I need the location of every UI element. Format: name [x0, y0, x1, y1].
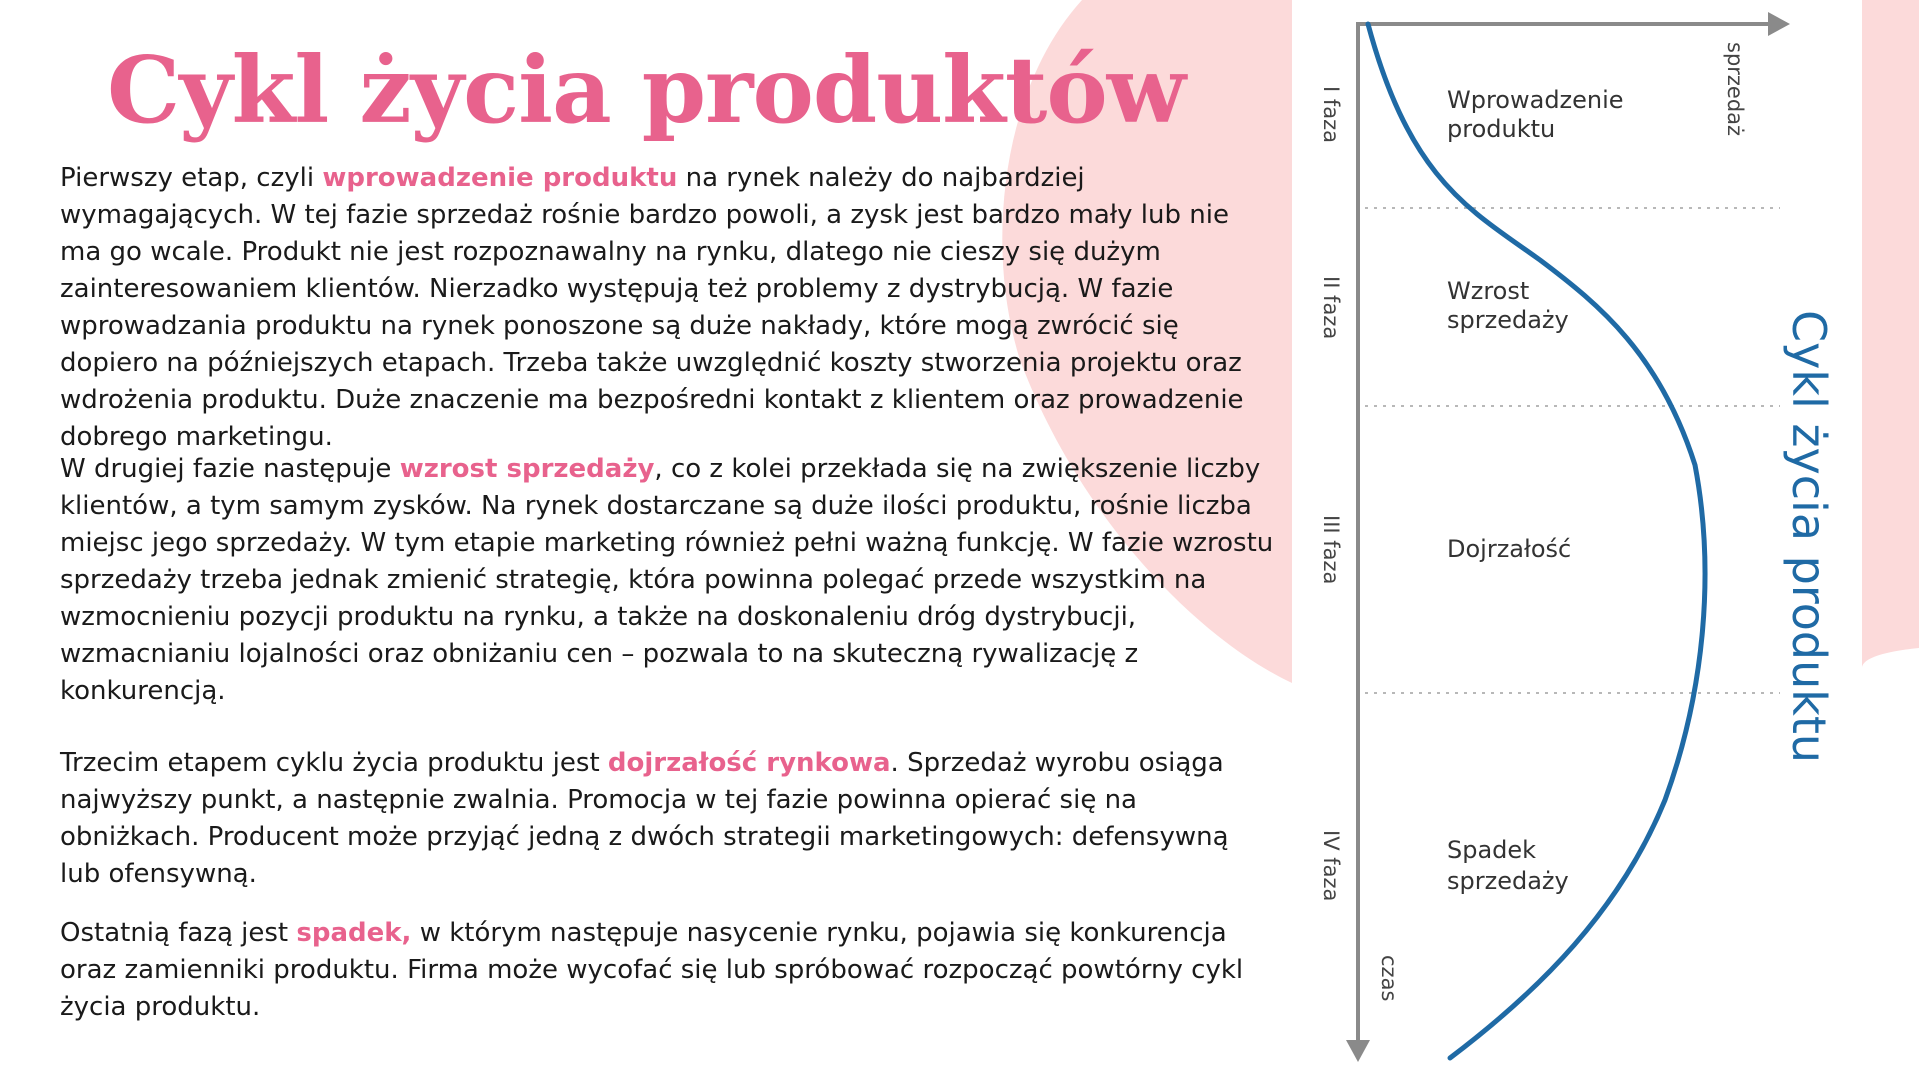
phase-label-introduction — [1447, 86, 1631, 143]
paragraph-text: , co z kolei przekłada się na zwiększenie liczby klientów, a tym samym zysków. Na rynek dostarczane są duże ilości produktu, rośnie liczba miejsc jego sprzedaży. W tym etapie marketing również pełni ważną funkcję. W fazie wzrostu sprzedaży trzeba jednak zmienić strategię, która powinna polegać przede wszystkim na wzmocnieniu pozycji produktu na rynku, a także na doskonaleniu dróg dystrybucji, wzmacnianiu lojalności oraz obniżaniu cen – pozwala to na skuteczną rywalizację z konkurencją. — [60, 454, 1274, 706]
paragraph-introduction — [60, 160, 1275, 456]
phase-label-decline — [1447, 836, 1569, 895]
paragraph-text: . Sprzedaż wyrobu osiąga najwyższy punkt, a następnie zwalnia. Promocja w tej fazie powinna opierać się na obniżkach. Producent może przyjąć jedną z dwóch strategii marketingowych: defensywną lub ofensywną. — [60, 748, 1229, 889]
highlight-term: wzrost sprzedaży — [399, 454, 655, 484]
paragraph-text: Ostatnią fazą jest — [60, 918, 297, 948]
highlight-term: wprowadzenie produktu — [322, 163, 678, 193]
paragraph-text: Pierwszy etap, czyli — [60, 163, 323, 193]
highlight-term: dojrzałość rynkowa — [607, 748, 891, 778]
phase-marker-2: II faza — [1319, 276, 1343, 340]
paragraph-growth — [60, 451, 1275, 710]
paragraph-text: W drugiej fazie następuje — [60, 454, 400, 484]
diagram-vertical-title: Cykl życia produktu — [1782, 310, 1836, 764]
sales-axis-arrowhead — [1768, 12, 1790, 36]
phase-marker-3: III faza — [1319, 515, 1343, 585]
page-title: Cykl życia produktów — [107, 36, 1185, 144]
phase-label-maturity — [1447, 535, 1571, 563]
axis-label-time: czas — [1377, 955, 1401, 1002]
phase-label-line: sprzedaży — [1447, 306, 1569, 334]
paragraph-maturity — [60, 745, 1275, 893]
phase-label-line: produktu — [1447, 115, 1556, 143]
paragraph-text: w którym następuje nasycenie rynku, pojawia się konkurencja oraz zamienniki produktu. Firma może wycofać się lub spróbować rozpocząć powtórny cykl życia produktu. — [60, 918, 1244, 1022]
product-lifecycle-diagram — [1290, 0, 1919, 1080]
phase-label-line: sprzedaży — [1447, 867, 1569, 895]
phase-label-line: Wprowadzenie — [1447, 86, 1624, 114]
paragraph-decline — [60, 915, 1275, 1026]
phase-label-line: Dojrzałość — [1447, 535, 1572, 563]
paragraph-text: Trzecim etapem cyklu życia produktu jest — [60, 748, 608, 778]
phase-label-line: Wzrost — [1447, 277, 1530, 305]
paragraph-text: na rynek należy do najbardziej wymagających. W tej fazie sprzedaż rośnie bardzo powoli, a zysk jest bardzo mały lub nie ma go wcale. Produkt nie jest rozpoznawalny na rynku, dlatego nie cieszy się dużym zainteresowaniem klientów. Nierzadko występują też problemy z dystrybucją. W fazie wprowadzania produktu na rynek ponoszone są duże nakłady, które mogą zwrócić się dopiero na późniejszych etapach. Trzeba także uwzględnić koszty stworzenia projektu oraz wdrożenia produktu. Duże znaczenie ma bezpośredni kontakt z klientem oraz prowadzenie dobrego marketingu. — [60, 163, 1244, 452]
highlight-term: spadek, — [296, 918, 412, 948]
phase-label-growth — [1447, 277, 1569, 334]
phase-label-line: Spadek — [1447, 836, 1537, 864]
axis-label-sales: sprzedaż — [1723, 42, 1747, 137]
phase-marker-4: IV faza — [1319, 830, 1343, 902]
phase-marker-1: I faza — [1319, 86, 1343, 144]
time-axis-arrowhead — [1346, 1040, 1370, 1062]
